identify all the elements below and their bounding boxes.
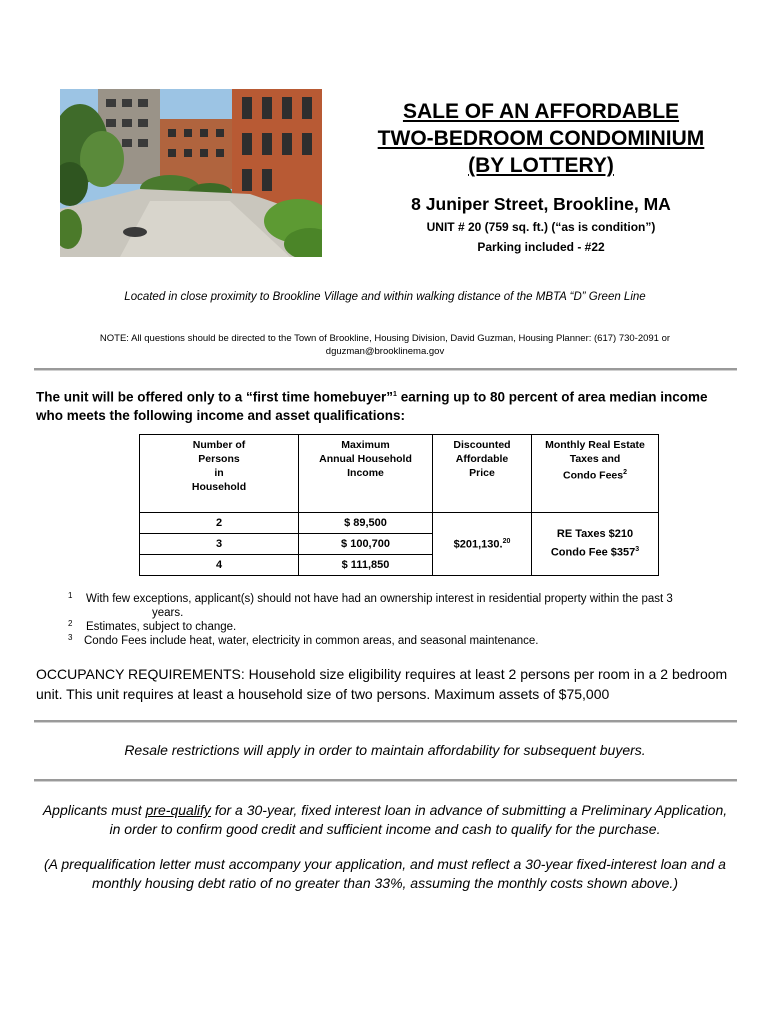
footnote-1-continued: [66, 606, 736, 620]
header-fees-line: Monthly Real Estate: [545, 439, 645, 451]
footnote-text: Estimates, subject to change.: [86, 621, 237, 633]
footnotes: [66, 592, 736, 648]
cell-persons: 3: [140, 534, 299, 555]
fees-footnote-ref: 2: [623, 469, 627, 476]
header-persons-line: in: [214, 467, 224, 479]
divider-2: [34, 720, 737, 723]
condo-fee-line: [532, 542, 658, 561]
cell-persons: 2: [140, 513, 299, 534]
unit-info: UNIT # 20 (759 sq. ft.) (“as is condition”): [426, 220, 656, 234]
intro-text-before: The unit will be offered only to a “first time homebuyer”: [36, 389, 394, 405]
footnote-text: With few exceptions, applicant(s) should not have had an ownership interest in residential property within the past 3: [86, 593, 673, 605]
price-cents: 20: [502, 537, 511, 545]
header-income-line: Maximum: [341, 439, 390, 451]
footnote-number: 2: [68, 619, 73, 628]
footnote-number: 1: [68, 591, 73, 600]
contact-note: NOTE: All questions should be directed to the Town of Brookline, Housing Division, David Guzman, Housing Planner: (617) 730-2091 or dguzman@brooklinema.gov: [99, 333, 671, 357]
header-income-line: Annual Household: [319, 453, 412, 465]
table-header-row: [140, 435, 659, 513]
prequal-letter-note: (A prequalification letter must accompany your application, and must reflect a 30-year fixed-interest loan and a monthly housing debt ratio of no greater than 33%, assuming the monthly costs shown above.): [44, 856, 726, 891]
table-row: [140, 513, 659, 534]
footnote-number: 3: [68, 633, 73, 642]
intro-footnote-ref: 1: [393, 391, 397, 398]
parking-info: Parking included - #22: [477, 240, 605, 254]
prequalify-instructions: [40, 801, 730, 839]
cell-income: $ 111,850: [299, 555, 433, 576]
prequalify-emphasis: pre-qualify: [145, 802, 211, 818]
address: 8 Juniper Street, Brookline, MA: [411, 194, 671, 214]
footnote-3: [66, 634, 736, 648]
price-value: $201,130.: [453, 538, 503, 551]
location-text: Located in close proximity to Brookline Village and within walking distance of the MBTA “D” Green Line: [124, 291, 646, 303]
cell-income: $ 89,500: [299, 513, 433, 534]
header-price: [433, 435, 532, 513]
footnote-text: years.: [152, 607, 184, 619]
header-fees-line: [532, 466, 658, 483]
header-price-line: Discounted: [453, 439, 511, 451]
title-line-1: SALE OF AN AFFORDABLE: [402, 100, 680, 123]
condo-fee-footnote-ref: 3: [635, 546, 640, 554]
re-taxes: RE Taxes $210: [556, 528, 634, 541]
title-line-3: (BY LOTTERY): [468, 154, 614, 177]
cell-persons: 4: [140, 555, 299, 576]
header-fees-line: Taxes and: [569, 453, 621, 465]
divider-3: [34, 779, 737, 782]
footnote-text: Condo Fees include heat, water, electricity in common areas, and seasonal maintenance.: [84, 635, 539, 647]
title-line-2: TWO-BEDROOM CONDOMINIUM: [377, 127, 705, 150]
intro-text-after: earning up to 80 percent of area median income who meets the following income and asset qualifications:: [36, 389, 708, 423]
qualification-table: [139, 434, 659, 576]
cell-fees: [532, 513, 659, 576]
header-price-line: Affordable: [455, 453, 509, 465]
occupancy-requirements: OCCUPANCY REQUIREMENTS: Household size eligibility requires at least 2 persons per room in a 2 bedroom unit. This unit requires at least a household size of two persons. Maximum assets of $75,000: [36, 666, 728, 702]
applicants-text-after: for a 30-year, fixed interest loan in advance of submitting a Preliminary Application, in order to confirm good credit and sufficient income and cash to qualify for the purchase.: [109, 802, 728, 837]
divider-1: [34, 368, 737, 371]
cell-income: $ 100,700: [299, 534, 433, 555]
header-income: [299, 435, 433, 513]
title-block: [355, 98, 727, 255]
footnote-2: [66, 620, 736, 634]
header-persons: [140, 435, 299, 513]
applicants-text-before: Applicants must: [42, 802, 146, 818]
header-fees-text: Condo Fees: [563, 469, 624, 482]
cell-price: [433, 513, 532, 576]
header-price-line: Price: [469, 467, 495, 479]
resale-restrictions: Resale restrictions will apply in order to maintain affordability for subsequent buyers.: [124, 742, 646, 758]
footnote-1: [66, 592, 736, 606]
condo-fee: Condo Fee $357: [550, 546, 636, 559]
building-photo: [60, 89, 322, 257]
header-income-line: Income: [347, 467, 384, 479]
header-persons-line: Number of: [192, 439, 246, 451]
header-fees: [532, 435, 659, 513]
eligibility-intro: [36, 386, 736, 425]
header-persons-line: Household: [191, 481, 247, 493]
header-persons-line: Persons: [198, 453, 240, 465]
